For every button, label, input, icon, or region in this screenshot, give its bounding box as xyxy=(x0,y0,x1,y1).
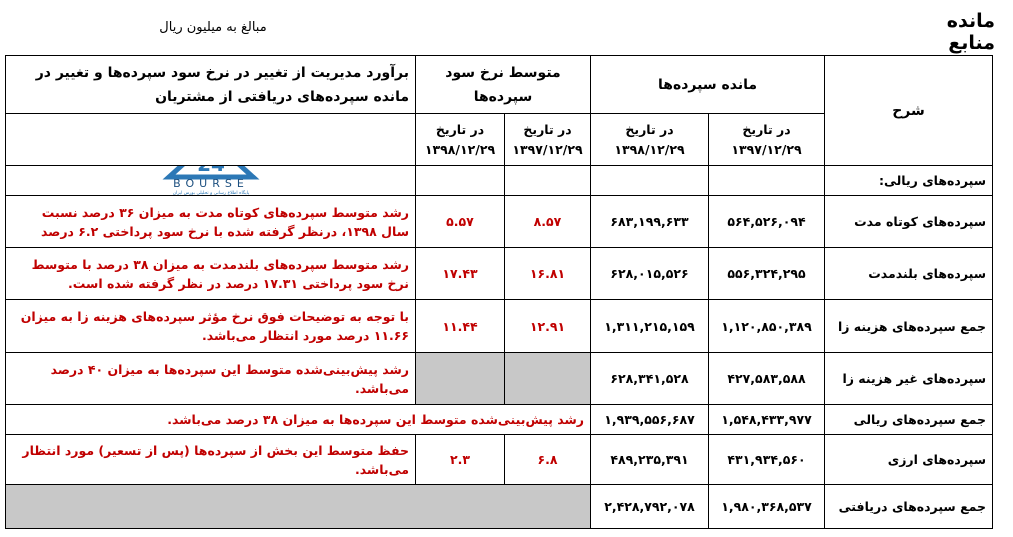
col-description: شرح xyxy=(825,56,993,166)
forecast-note: حفظ متوسط این بخش از سپرده‌ها (پس از تسعیر) مورد انتظار می‌باشد. xyxy=(6,435,416,485)
table-row xyxy=(6,300,993,353)
balance-1397: ۱,۱۲۰,۸۵۰,۳۸۹ xyxy=(709,300,825,353)
balance-1398: ۱,۹۳۹,۵۵۶,۶۸۷ xyxy=(591,405,709,435)
balance-1397: ۵۵۶,۳۲۴,۲۹۵ xyxy=(709,248,825,300)
forecast-note: رشد پیش‌بینی‌شده متوسط این سپرده‌ها به میزان ۴۰ درصد می‌باشد. xyxy=(6,353,416,405)
table-row xyxy=(6,196,993,248)
section-label: سپرده‌های ریالی: xyxy=(825,166,993,196)
logo-text: BOURSE xyxy=(172,176,249,190)
header-row-1 xyxy=(6,56,993,114)
rate-1398: ۱۷.۴۳ xyxy=(416,248,505,300)
row-label: سپرده‌های ارزی xyxy=(825,435,993,485)
row-label: جمع سپرده‌های دریافتی xyxy=(825,485,993,529)
table-row xyxy=(6,435,993,485)
date-1397: ۱۳۹۷/۱۲/۲۹ xyxy=(731,141,802,157)
balance-1397: ۵۶۴,۵۲۶,۰۹۴ xyxy=(709,196,825,248)
rate-1397: ۱۶.۸۱ xyxy=(505,248,591,300)
date-prefix: در تاریخ xyxy=(625,121,674,137)
balance-1397: ۴۲۷,۵۸۳,۵۸۸ xyxy=(709,353,825,405)
forecast-note: با توجه به توضیحات فوق نرخ مؤثر سپرده‌های هزینه زا به میزان ۱۱.۶۶ درصد مورد انتظار می‌باشد. xyxy=(6,300,416,353)
table-row xyxy=(6,485,993,529)
date-cell-bal-1397 xyxy=(709,114,825,166)
table-row xyxy=(6,248,993,300)
rate-1397-empty xyxy=(505,353,591,405)
page-title: مانده منابع xyxy=(946,10,995,54)
forecast-note: رشد پیش‌بینی‌شده متوسط این سپرده‌ها به میزان ۳۸ درصد می‌باشد. xyxy=(6,405,591,435)
balance-1397: ۱,۵۴۸,۴۳۳,۹۷۷ xyxy=(709,405,825,435)
date-1397: ۱۳۹۷/۱۲/۲۹ xyxy=(512,141,583,157)
balance-1398: ۴۸۹,۲۳۵,۳۹۱ xyxy=(591,435,709,485)
rate-1398: ۲.۳ xyxy=(416,435,505,485)
date-prefix: در تاریخ xyxy=(435,121,485,137)
rate-1398: ۱۱.۴۴ xyxy=(416,300,505,353)
unit-note: مبالغ به میلیون ریال xyxy=(159,20,267,35)
date-cell-rate-1398 xyxy=(416,114,505,166)
logo-number: 24 xyxy=(196,151,225,176)
resources-table xyxy=(5,55,993,529)
section-row xyxy=(6,166,993,196)
balance-1398: ۲,۴۲۸,۷۹۲,۰۷۸ xyxy=(591,485,709,529)
date-1398: ۱۳۹۸/۱۲/۲۹ xyxy=(424,141,496,157)
date-1398: ۱۳۹۸/۱۲/۲۹ xyxy=(614,141,685,157)
row-label: جمع سپرده‌های هزینه زا xyxy=(825,300,993,353)
row-label: سپرده‌های کوتاه مدت xyxy=(825,196,993,248)
balance-1397: ۴۳۱,۹۳۴,۵۶۰ xyxy=(709,435,825,485)
total-empty xyxy=(6,485,591,529)
col-balance-group: مانده سپرده‌ها xyxy=(591,56,825,114)
balance-1398: ۱,۳۱۱,۲۱۵,۱۵۹ xyxy=(591,300,709,353)
logo-cell xyxy=(6,114,416,166)
table-row xyxy=(6,405,993,435)
rate-1397: ۱۲.۹۱ xyxy=(505,300,591,353)
logo-holder xyxy=(6,151,416,196)
balance-1398: ۶۲۸,۰۱۵,۵۲۶ xyxy=(591,248,709,300)
table-row xyxy=(6,353,993,405)
col-rate-group: متوسط نرخ سود سپرده‌ها xyxy=(416,56,591,114)
forecast-note: رشد متوسط سپرده‌های کوتاه مدت به میزان ۳۶ درصد نسبت سال ۱۳۹۸، درنظر گرفته شده با نرخ سود پرداختی ۶.۲ درصد xyxy=(6,196,416,248)
balance-1398: ۶۸۳,۱۹۹,۶۳۳ xyxy=(591,196,709,248)
col-forecast: برآورد مدیریت از تغییر در نرخ سود سپرده‌ها و تغییر در مانده سپرده‌های دریافتی از مشتریان xyxy=(6,56,416,114)
bourse-logo xyxy=(141,151,281,195)
date-prefix: در تاریخ xyxy=(523,121,572,137)
rate-1398: ۵.۵۷ xyxy=(416,196,505,248)
row-label: سپرده‌های بلندمدت xyxy=(825,248,993,300)
rate-1398-empty xyxy=(416,353,505,405)
logo-tagline: پایگاه اطلاع رسانی و تحلیلی بورس ایران xyxy=(172,190,249,195)
row-label: سپرده‌های غیر هزینه زا xyxy=(825,353,993,405)
rate-1397: ۸.۵۷ xyxy=(505,196,591,248)
date-prefix: در تاریخ xyxy=(742,121,791,137)
rate-1397: ۶.۸ xyxy=(505,435,591,485)
row-label: جمع سپرده‌های ریالی xyxy=(825,405,993,435)
date-cell-rate-1397 xyxy=(505,114,591,166)
balance-1398: ۶۲۸,۳۴۱,۵۲۸ xyxy=(591,353,709,405)
forecast-note: رشد متوسط سپرده‌های بلندمدت به میزان ۳۸ درصد با متوسط نرخ سود پرداختی ۱۷.۳۱ درصد در نظر گرفته شده است. xyxy=(6,248,416,300)
balance-1397: ۱,۹۸۰,۳۶۸,۵۳۷ xyxy=(709,485,825,529)
date-cell-bal-1398 xyxy=(591,114,709,166)
